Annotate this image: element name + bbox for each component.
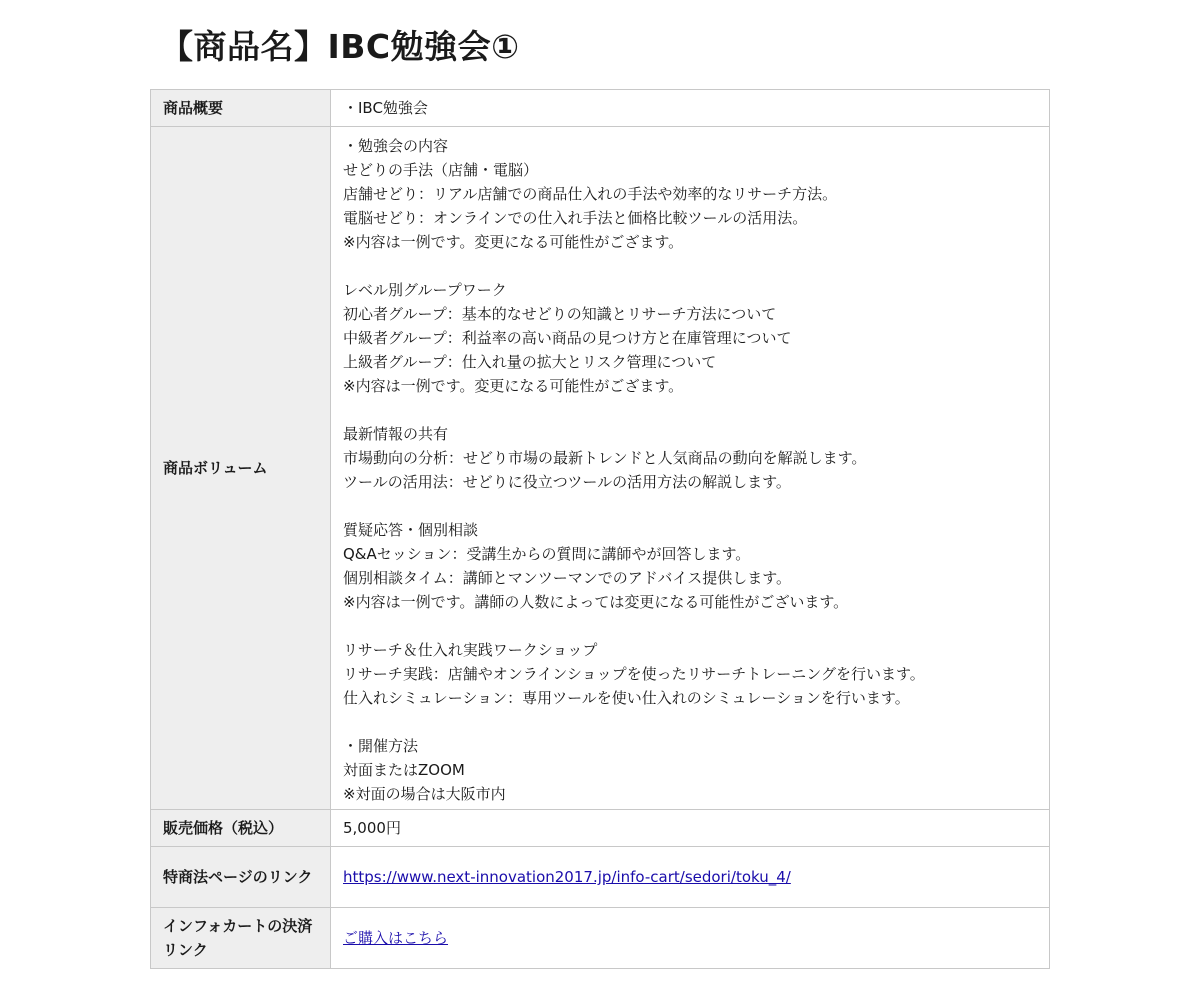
- payment-link-label: インフォカートの決済リンク: [151, 908, 331, 969]
- blank-line: [343, 614, 1037, 638]
- volume-line: 最新情報の共有: [343, 425, 449, 443]
- row-payment-link: [151, 908, 1050, 969]
- row-legal-link: [151, 847, 1050, 908]
- volume-line: リサーチ＆仕入れ実践ワークショップ: [343, 641, 598, 659]
- price-label: 販売価格（税込）: [151, 810, 331, 847]
- volume-line: 市場動向の分析：せどり市場の最新トレンドと人気商品の動向を解説します。: [343, 449, 867, 467]
- volume-line: 個別相談タイム：講師とマンツーマンでのアドバイス提供します。: [343, 569, 792, 587]
- blank-line: [343, 398, 1037, 422]
- volume-line: ・勉強会の内容: [343, 137, 449, 155]
- legal-page-link[interactable]: https://www.next-innovation2017.jp/info-cart/sedori/toku_4/: [343, 868, 791, 886]
- volume-line: 仕入れシミュレーション：専用ツールを使い仕入れのシミュレーションを行います。: [343, 689, 910, 707]
- volume-line: ※内容は一例です。変更になる可能性がござます。: [343, 377, 684, 395]
- volume-line: Q&Aセッション：受講生からの質問に講師やが回答します。: [343, 545, 751, 563]
- volume-line: ※内容は一例です。変更になる可能性がござます。: [343, 233, 684, 251]
- volume-line: 対面またはZOOM: [343, 761, 465, 779]
- blank-line: [343, 254, 1037, 278]
- blank-line: [343, 494, 1037, 518]
- volume-line: 店舗せどり：リアル店舗での商品仕入れの手法や効率的なリサーチ方法。: [343, 185, 838, 203]
- row-volume: [151, 127, 1050, 810]
- legal-page-label: 特商法ページのリンク: [151, 847, 331, 908]
- blank-line: [343, 710, 1037, 734]
- price-value: 5,000円: [331, 810, 1050, 847]
- volume-line: 中級者グループ：利益率の高い商品の見つけ方と在庫管理について: [343, 329, 792, 347]
- overview-value: ・IBC勉強会: [331, 90, 1050, 127]
- volume-line: ※内容は一例です。講師の人数によっては変更になる可能性がございます。: [343, 593, 849, 611]
- volume-value: [331, 127, 1050, 810]
- volume-line: 上級者グループ：仕入れ量の拡大とリスク管理について: [343, 353, 717, 371]
- overview-label: 商品概要: [151, 90, 331, 127]
- volume-line: レベル別グループワーク: [343, 281, 507, 299]
- volume-line: 初心者グループ：基本的なせどりの知識とリサーチ方法について: [343, 305, 777, 323]
- volume-line: ・開催方法: [343, 737, 419, 755]
- page-title: 【商品名】IBC勉強会①: [160, 27, 520, 66]
- volume-label: 商品ボリューム: [151, 127, 331, 810]
- volume-line: せどりの手法（店舗・電脳）: [343, 161, 539, 179]
- volume-line: 質疑応答・個別相談: [343, 521, 479, 539]
- row-price: [151, 810, 1050, 847]
- volume-line: ※対面の場合は大阪市内: [343, 785, 506, 803]
- payment-link-cell: [331, 908, 1050, 969]
- volume-line: 電脳せどり：オンラインでの仕入れ手法と価格比較ツールの活用法。: [343, 209, 808, 227]
- volume-line: ツールの活用法：せどりに役立つツールの活用方法の解説します。: [343, 473, 791, 491]
- row-overview: [151, 90, 1050, 127]
- volume-line: リサーチ実践：店舗やオンラインショップを使ったリサーチトレーニングを行います。: [343, 665, 925, 683]
- product-info-table: [150, 89, 1050, 969]
- purchase-link[interactable]: ご購入はこちら: [343, 929, 449, 947]
- legal-link-cell: [331, 847, 1050, 908]
